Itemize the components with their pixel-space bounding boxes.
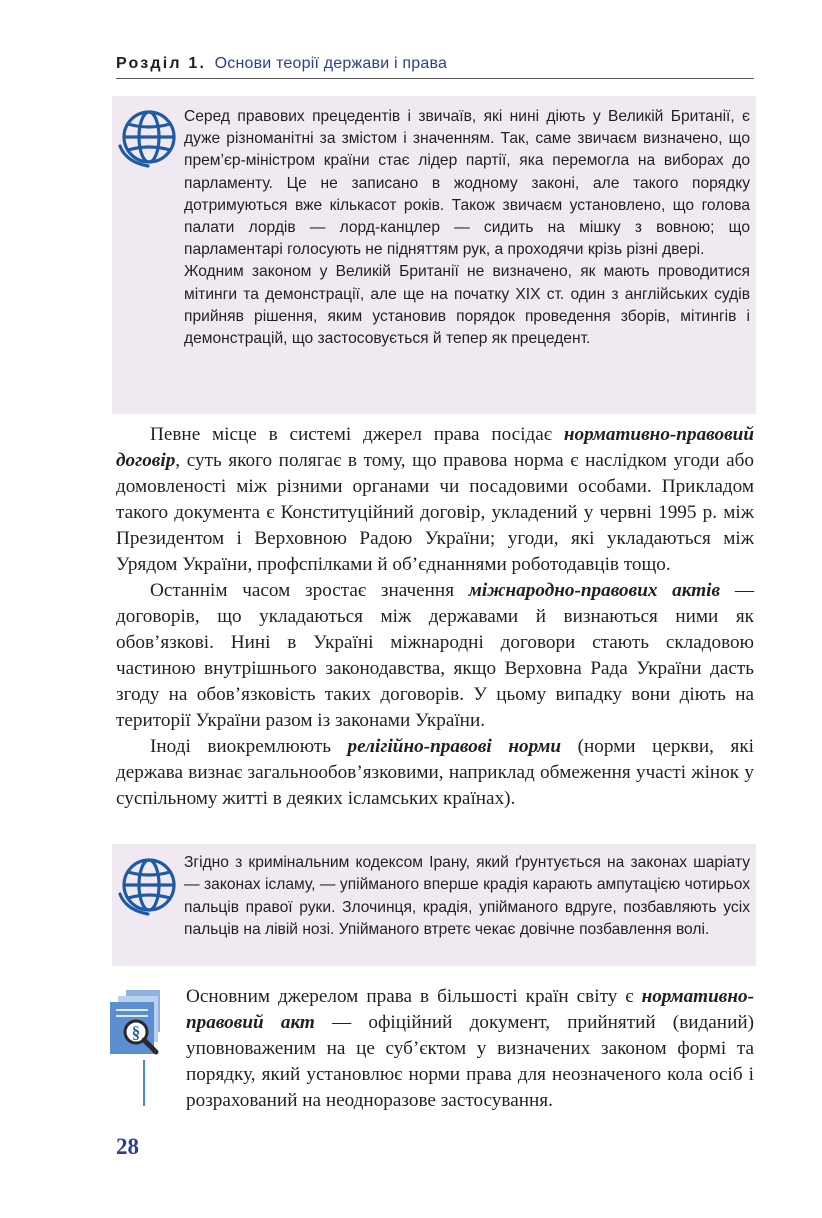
- text-run: — договорів, що укладаються між державами й визнаються ними як обов’язкові. Нині в Україні міжнародні договори стають складовою частиною внутрішнього законодавства, якщо Верховна Рада України дасть згоду на обов’язковість таких договорів. У цьому випадку вони діють на території України разом із законами України.: [116, 580, 755, 731]
- definition-normative-act: [186, 984, 754, 1114]
- text-run: , суть якого полягає в тому, що правова норма є наслідком угоди або домовленості між різними органами чи посадовими особами. Прикладом такого документа є Конституційний договір, укладений у червні 1995 р. між Президентом і Верховною Радою України; угоди, які укладаються між Урядом України, профспілками й об’єднаннями роботодавців тощо.: [116, 450, 754, 575]
- main-text: [116, 422, 754, 812]
- paragraph-normative-contract: [116, 422, 754, 578]
- term-normative-act: нормативно-правовий акт: [186, 986, 754, 1033]
- info-box-uk-precedents: [112, 96, 756, 414]
- term-normative-contract: нормативно-правовий договір: [116, 424, 754, 471]
- globe-icon: [118, 106, 180, 168]
- box-text: [184, 106, 750, 350]
- text-run: Іноді виокремлюють: [150, 736, 348, 757]
- text-run: Основним джерелом права в більшості країн світу є: [186, 986, 642, 1007]
- section-title: Основи теорії держави і права: [214, 55, 448, 72]
- text-run: Останнім часом зростає значення: [150, 580, 469, 601]
- paragraph-religious-norms: [116, 734, 754, 812]
- page-number: 28: [116, 1134, 139, 1159]
- globe-icon: [118, 854, 180, 916]
- text-run: Певне місце в системі джерел права посідає: [150, 424, 564, 445]
- text-run: — офіційний документ, прийнятий (виданий) уповноваженим на це суб’єктом у визначених законом формі та порядку, який установлює норми права для неозначеного кола осіб і розрахований на неодноразове застосування.: [186, 1012, 754, 1111]
- info-box-iran-code: [112, 844, 756, 966]
- box-paragraph: Жодним законом у Великій Британії не визначено, як мають проводитися мітинги та демонстрації, але ще на початку XIX ст. один з англійських судів прийняв рішення, яким установив порядок проведення зборів, мітингів і демонстрацій, що застосовується й тепер як прецедент.: [184, 263, 750, 348]
- running-header: [116, 54, 754, 79]
- box-text: Згідно з кримінальним кодексом Ірану, який ґрунтується на законах шаріату — законах ісламу, — упійманого вперше крадія карають ампутацією чотирьох пальців правої руки. Злочинця, крадія, упійманого вдруге, позбавляють усіх пальців на лівій нозі. Упійманого втретє чекає довічне позбавлення волі.: [184, 854, 750, 939]
- term-religious-norms: релігійно-правові норми: [347, 736, 562, 757]
- text-run: (норми церкви, які держава визнає загальнообов’язковими, наприклад обмеження участі жінок у суспільному житті в деяких ісламських країнах).: [116, 736, 754, 809]
- box-paragraph: Серед правових прецедентів і звичаїв, які нині діють у Великій Британії, є дуже різноманітні за змістом і значенням. Так, саме звичаєм визначено, що прем’єр-міністром країни стає лідер партії, яка перемогла на виборах до парламенту. Це не записано в жодному законі, але такого порядку дотримуються вже кількасот років. Також звичаєм установлено, що голова палати лордів — лорд-канцлер — сидить на мішку з вовною; що парламентарі голосують не підняттям рук, а проходячи крізь різні двері.: [184, 108, 750, 259]
- law-document-icon: [108, 990, 174, 1106]
- section-label: Розділ 1.: [116, 55, 207, 72]
- term-international-acts: міжнародно-правових актів: [468, 580, 721, 601]
- svg-text:§: §: [131, 1023, 141, 1042]
- paragraph-international-acts: [116, 578, 754, 734]
